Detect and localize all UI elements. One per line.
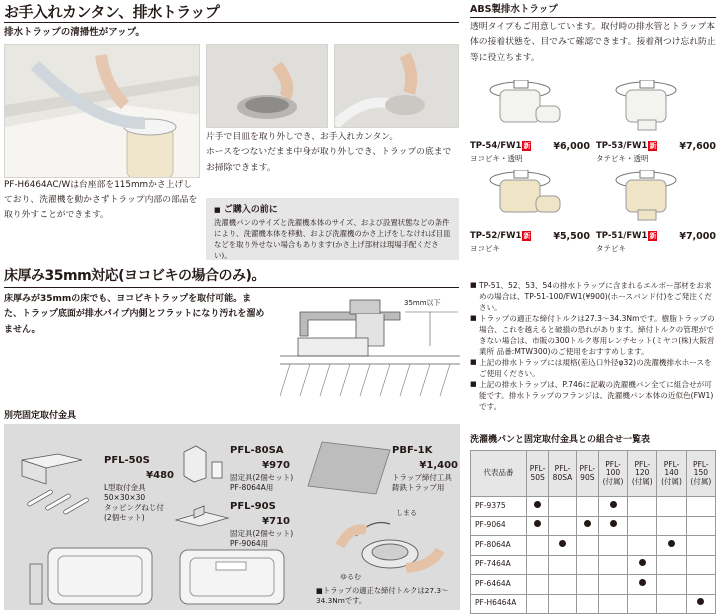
compatible-dot-icon: [697, 598, 704, 605]
abs-product-price: ¥5,500: [553, 231, 590, 242]
combo-row-name: PF-9064: [471, 516, 527, 536]
table-row: [471, 575, 716, 595]
caption-easy-clean-line2: ホースをつないだまま中身が取り外しでき、トラップの底までお掃除できます。: [206, 147, 452, 173]
pfl-80sa-price: ¥970: [262, 459, 290, 471]
compatible-dot-icon: [639, 579, 646, 586]
abs-rule: [470, 17, 716, 18]
compatible-dot-icon: [534, 520, 541, 527]
combo-cell: [576, 575, 598, 595]
combo-row-name: PF-H6464A: [471, 594, 527, 614]
combo-cell: [549, 594, 577, 614]
combo-cell: [527, 497, 549, 517]
abs-note-item: ■ 上記の排水トラップは、P.746に記載の洗濯機パン全てに組合せが可能です。排水トラップのフランジは、洗濯機パン本体の近似色(FW1)です。: [470, 379, 718, 412]
abs-product-model: TP-53/FW1: [596, 141, 648, 151]
abs-trap-illustration: [484, 80, 564, 137]
pfl-80sa-desc: 固定具(2個セット) PF-8064A用: [230, 473, 294, 493]
combo-cell: [686, 536, 715, 556]
combo-cell: [657, 555, 686, 575]
new-badge: 新: [523, 232, 531, 240]
abs-product-model: TP-54/FW1: [470, 141, 522, 151]
combo-cell: [686, 497, 715, 517]
combo-row-name: PF-6464A: [471, 575, 527, 595]
combo-cell: [628, 536, 657, 556]
combo-cell: [628, 575, 657, 595]
abs-product-model: TP-51/FW1: [596, 231, 648, 241]
combo-column-header: PFL- 80SA: [549, 451, 577, 497]
notice-title-text: ご購入の前に: [223, 205, 278, 215]
abs-product-price: ¥6,000: [553, 141, 590, 152]
floor-rule: [4, 287, 459, 288]
combo-cell: [628, 497, 657, 517]
strainer-removal-photo: [206, 44, 328, 128]
pbf-1k-model: PBF-1K: [392, 445, 433, 456]
combo-cell: [527, 555, 549, 575]
combo-column-header: PFL- 120 (付属): [628, 451, 657, 497]
table-row: [471, 555, 716, 575]
combo-cell: [686, 575, 715, 595]
floor-heading: 床厚み35mm対応(ヨコビキの場合のみ)。: [4, 268, 265, 284]
abs-product-row: [470, 140, 590, 154]
combo-cell: [549, 516, 577, 536]
torque-square-icon: ■: [316, 586, 323, 595]
pfl-50s-desc: L型取付金具 50×30×30 タッピングねじ付 (2個セット): [104, 483, 164, 523]
pan-install-illustration-1: [28, 544, 156, 608]
compatible-dot-icon: [610, 501, 617, 508]
torque-note-text: トラップの適正な締付トルクは27.3～34.3Nmです。: [316, 586, 449, 605]
caption-easy-clean-line1: 片手で目皿を取り外しでき、お手入れカンタン。: [206, 132, 399, 142]
combo-cell: [527, 536, 549, 556]
trap-heading: お手入れカンタン、排水トラップ: [4, 3, 220, 21]
combo-column-header: PFL- 90S: [576, 451, 598, 497]
abs-notes-list: [470, 280, 718, 412]
pfl-50s-illustration: [18, 450, 98, 520]
combo-cell: [527, 594, 549, 614]
pbf-1k-desc: トラップ締付工具 鋳鉄トラップ用: [392, 473, 452, 493]
compatible-dot-icon: [668, 540, 675, 547]
combo-cell: [628, 555, 657, 575]
abs-trap-illustration: [610, 80, 690, 137]
combo-cell: [549, 536, 577, 556]
combo-cell: [549, 575, 577, 595]
combo-cell: [628, 516, 657, 536]
table-row: [471, 594, 716, 614]
pfl-50s-info: [104, 454, 174, 524]
floor-diagram: [280, 292, 460, 400]
combo-cell: [657, 594, 686, 614]
compatible-dot-icon: [534, 501, 541, 508]
compatible-dot-icon: [559, 540, 566, 547]
abs-product-row: [596, 230, 716, 244]
abs-product-info: [470, 140, 590, 165]
combo-cell: [657, 497, 686, 517]
combo-column-header: PFL- 50S: [527, 451, 549, 497]
table-row: [471, 516, 716, 536]
combo-column-header: PFL- 150 (付属): [686, 451, 715, 497]
pbf-1k-illustration: [306, 440, 392, 496]
abs-product-price: ¥7,000: [679, 231, 716, 242]
pan-install-illustration-2: [176, 544, 296, 608]
combo-cell: [598, 497, 627, 517]
floor-dimension-label: 35mm以下: [404, 299, 441, 307]
heading-rule: [4, 22, 459, 23]
pfl-80sa-model: PFL-80SA: [230, 445, 284, 456]
abs-product-row: [470, 230, 590, 244]
combo-column-header: PFL- 100 (付属): [598, 451, 627, 497]
pbf-1k-price: ¥1,400: [419, 459, 458, 471]
combo-cell: [657, 536, 686, 556]
table-row: [471, 497, 716, 517]
combo-cell: [549, 555, 577, 575]
combo-cell: [576, 536, 598, 556]
combo-cell: [598, 575, 627, 595]
fixture-heading: 別売固定取付金具: [4, 411, 77, 421]
combo-column-header: PFL- 140 (付属): [657, 451, 686, 497]
table-row: [471, 536, 716, 556]
abs-product-model-wrap: [470, 230, 531, 244]
loosen-label: ゆるむ: [340, 573, 361, 581]
pfl-50s-price: ¥480: [146, 469, 174, 481]
combo-cell: [657, 575, 686, 595]
new-badge: 新: [523, 142, 531, 150]
combo-title: 洗濯機パンと固定取付金具との組合せ一覧表: [470, 435, 651, 445]
abs-product-desc: タテビキ・透明: [596, 153, 649, 163]
pfl-80sa-info: [230, 444, 300, 493]
combo-header-row: [471, 451, 716, 497]
purchase-notice-box: [206, 198, 459, 260]
pfl-90s-model: PFL-90S: [230, 501, 276, 512]
torque-note: [316, 586, 456, 606]
combo-corner-header: 代表品番: [471, 451, 527, 497]
abs-product-price: ¥7,600: [679, 141, 716, 152]
caption-raised-base: PF-H6464AC/Wは台座部を115mmかさ上げしており、洗濯機を動かさずトラップ内部の部品を取り外すことができます。: [4, 180, 198, 220]
wrench-usage-illustration: [336, 506, 456, 586]
abs-title: ABS製排水トラップ: [470, 4, 558, 15]
combo-cell: [686, 594, 715, 614]
abs-trap-illustration: [610, 170, 690, 227]
abs-trap-illustration: [484, 170, 564, 227]
new-badge: 新: [649, 232, 657, 240]
abs-intro: 透明タイプもご用意しています。取付時の排水管とトラップ本体の接着状態を、目でみて確認できます。接着剤つけ忘れ防止等に役立ちます。: [470, 22, 716, 63]
abs-note-item: ■ 上記の排水トラップには規格(差込口外径φ32)の洗濯機排水ホースをご使用ください。: [470, 357, 718, 379]
abs-note-item: ■ トラップの適正な締付トルクは27.3～34.3Nmです。樹脂トラップの場合、これを越えると破損の恐れがあります。締付トルクの管理ができない場合は、市販の300トルク専用レンチセット(ミヤコ(株)大阪営業所 品番:MTW300)のご使用をおすすめします。: [470, 313, 718, 357]
abs-product-row: [596, 140, 716, 154]
combo-cell: [598, 536, 627, 556]
combo-row-name: PF-9375: [471, 497, 527, 517]
abs-product-model-wrap: [470, 140, 531, 154]
notice-square-icon: ■: [214, 206, 221, 214]
new-badge: 新: [649, 142, 657, 150]
pfl-80sa-illustration: [178, 444, 228, 484]
tighten-label: しまる: [396, 509, 417, 517]
pbf-1k-info: [392, 444, 458, 493]
combo-cell: [549, 497, 577, 517]
combo-cell: [657, 516, 686, 536]
abs-notes: [470, 280, 718, 412]
abs-product-model: TP-52/FW1: [470, 231, 522, 241]
pfl-90s-illustration: [174, 500, 230, 530]
combo-cell: [598, 516, 627, 536]
pfl-90s-info: [230, 500, 300, 549]
combo-cell: [628, 594, 657, 614]
combo-cell: [686, 516, 715, 536]
pfl-90s-desc: 固定具(2個セット) PF-9064用: [230, 529, 294, 549]
caption-easy-clean: [206, 130, 459, 176]
abs-product-model-wrap: [596, 230, 657, 244]
abs-product-desc: ヨコビキ・透明: [470, 153, 523, 163]
pfl-90s-price: ¥710: [262, 515, 290, 527]
combo-cell: [686, 555, 715, 575]
combo-cell: [598, 594, 627, 614]
trap-subheading: 排水トラップの清掃性がアップ。: [4, 27, 145, 38]
abs-note-item: ■ TP-51、52、53、54の排水トラップに含まれるエルボー部材をお求めの場合は、TP-51-100/FW1(¥900)(ホースバンド付)をご発注ください。: [470, 280, 718, 313]
floor-text: 床厚みが35mmの床でも、ヨコビキトラップを取付可能。また、トラップ底面が排水パイプ内側とフラットになり汚れを溜めません。: [4, 294, 265, 335]
trap-inner-removal-photo: [334, 44, 459, 128]
combo-cell: [527, 516, 549, 536]
abs-product-desc: タテビキ: [596, 243, 626, 253]
abs-product-model-wrap: [596, 140, 657, 154]
combo-row-name: PF-7464A: [471, 555, 527, 575]
pfl-50s-model: PFL-50S: [104, 455, 150, 466]
combo-cell: [527, 575, 549, 595]
combo-table: [470, 450, 716, 614]
abs-product-info: [596, 140, 716, 165]
compatible-dot-icon: [584, 520, 591, 527]
combo-cell: [576, 516, 598, 536]
combo-cell: [598, 555, 627, 575]
notice-text: 洗濯機パンのサイズと洗濯機本体のサイズ、および設置状態などの条件により、洗濯機本体を移動、および洗濯機のかさ上げをしなければ目皿などを取り外せない場合もあります(かさ上げ部材は現場手配ください)。: [214, 218, 451, 261]
abs-product-info: [596, 230, 716, 255]
notice-title: [214, 204, 451, 217]
combo-cell: [576, 497, 598, 517]
combo-cell: [576, 555, 598, 575]
combo-cell: [576, 594, 598, 614]
washer-pan-photo: [4, 44, 200, 178]
compatible-dot-icon: [610, 520, 617, 527]
abs-product-desc: ヨコビキ: [470, 243, 500, 253]
abs-product-info: [470, 230, 590, 255]
combo-row-name: PF-8064A: [471, 536, 527, 556]
compatible-dot-icon: [639, 559, 646, 566]
